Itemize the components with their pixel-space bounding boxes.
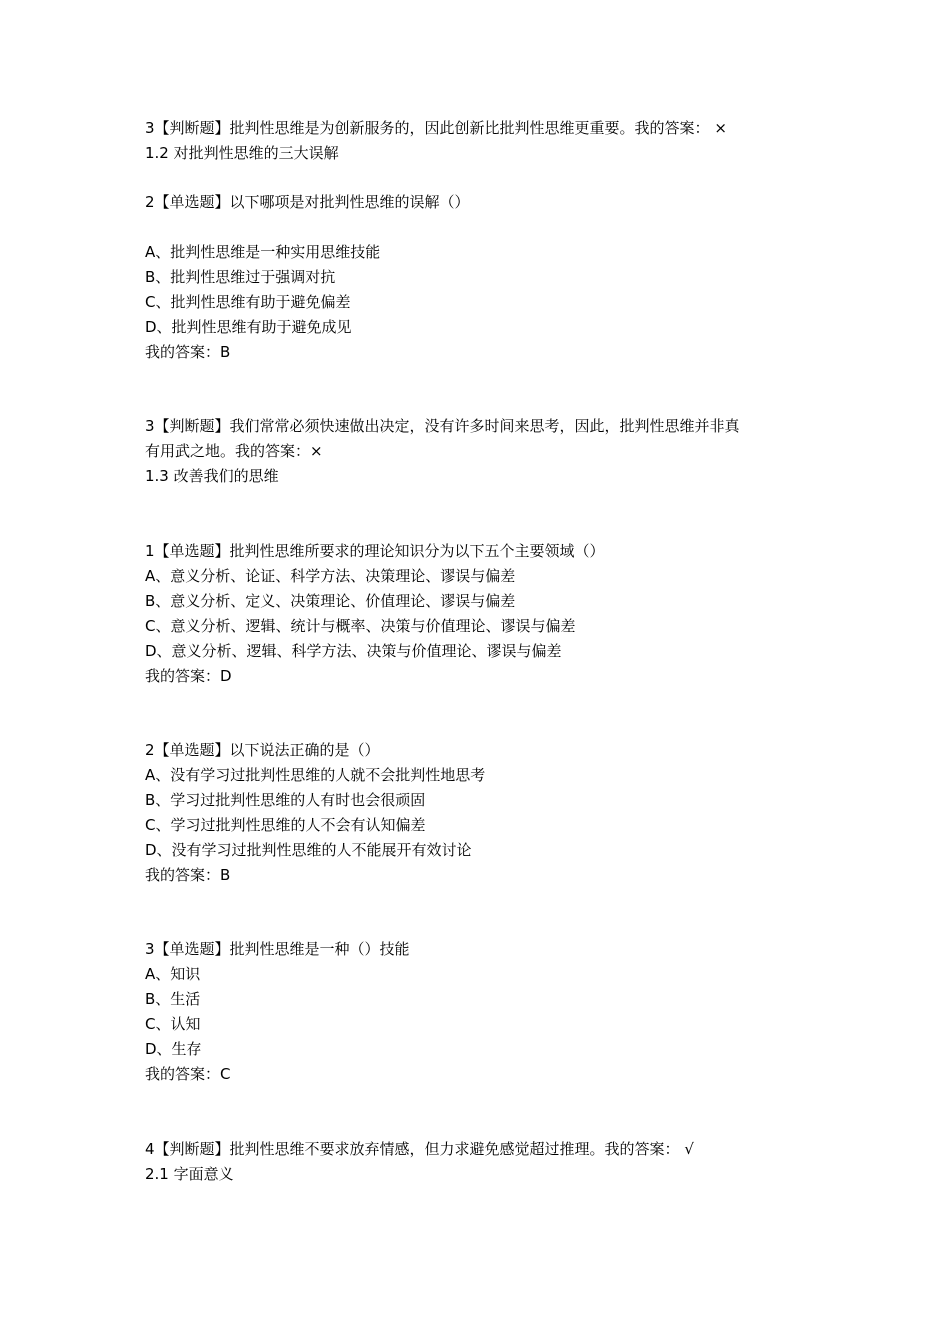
my-answer: 我的答案：B — [145, 343, 231, 361]
answer-option: C、批判性思维有助于避免偏差 — [145, 293, 351, 311]
answer-option: B、意义分析、定义、决策理论、价值理论、谬误与偏差 — [145, 592, 516, 610]
answer-option: C、意义分析、逻辑、统计与概率、决策与价值理论、谬误与偏差 — [145, 617, 576, 635]
question-text: 4【判断题】批判性思维不要求放弃情感，但力求避免感觉超过推理。我的答案： √ — [145, 1140, 694, 1158]
question-text: 2【单选题】以下说法正确的是（） — [145, 741, 380, 759]
answer-option: A、知识 — [145, 965, 201, 983]
section-heading: 2.1 字面意义 — [145, 1165, 234, 1183]
answer-option: D、没有学习过批判性思维的人不能展开有效讨论 — [145, 841, 472, 859]
answer-option: C、学习过批判性思维的人不会有认知偏差 — [145, 816, 426, 834]
question-text: 有用武之地。我的答案：× — [145, 442, 323, 460]
answer-option: D、意义分析、逻辑、科学方法、决策与价值理论、谬误与偏差 — [145, 642, 562, 660]
my-answer: 我的答案：D — [145, 667, 232, 685]
question-text: 1【单选题】批判性思维所要求的理论知识分为以下五个主要领域（） — [145, 542, 605, 560]
my-answer: 我的答案：C — [145, 1065, 231, 1083]
answer-option: B、学习过批判性思维的人有时也会很顽固 — [145, 791, 426, 809]
answer-option: D、批判性思维有助于避免成见 — [145, 318, 352, 336]
answer-option: A、意义分析、论证、科学方法、决策理论、谬误与偏差 — [145, 567, 516, 585]
question-text: 2【单选题】以下哪项是对批判性思维的误解（） — [145, 193, 470, 211]
answer-option: A、没有学习过批判性思维的人就不会批判性地思考 — [145, 766, 486, 784]
section-heading: 1.2 对批判性思维的三大误解 — [145, 144, 339, 162]
my-answer: 我的答案：B — [145, 866, 231, 884]
question-text: 3【单选题】批判性思维是一种（）技能 — [145, 940, 410, 958]
answer-option: D、生存 — [145, 1040, 202, 1058]
answer-option: A、批判性思维是一种实用思维技能 — [145, 243, 381, 261]
question-text: 3【判断题】我们常常必须快速做出决定，没有许多时间来思考，因此，批判性思维并非真 — [145, 417, 740, 435]
answer-option: B、生活 — [145, 990, 201, 1008]
section-heading: 1.3 改善我们的思维 — [145, 467, 279, 485]
answer-option: C、认知 — [145, 1015, 201, 1033]
question-text: 3【判断题】批判性思维是为创新服务的，因此创新比批判性思维更重要。我的答案： × — [145, 119, 727, 137]
answer-option: B、批判性思维过于强调对抗 — [145, 268, 336, 286]
